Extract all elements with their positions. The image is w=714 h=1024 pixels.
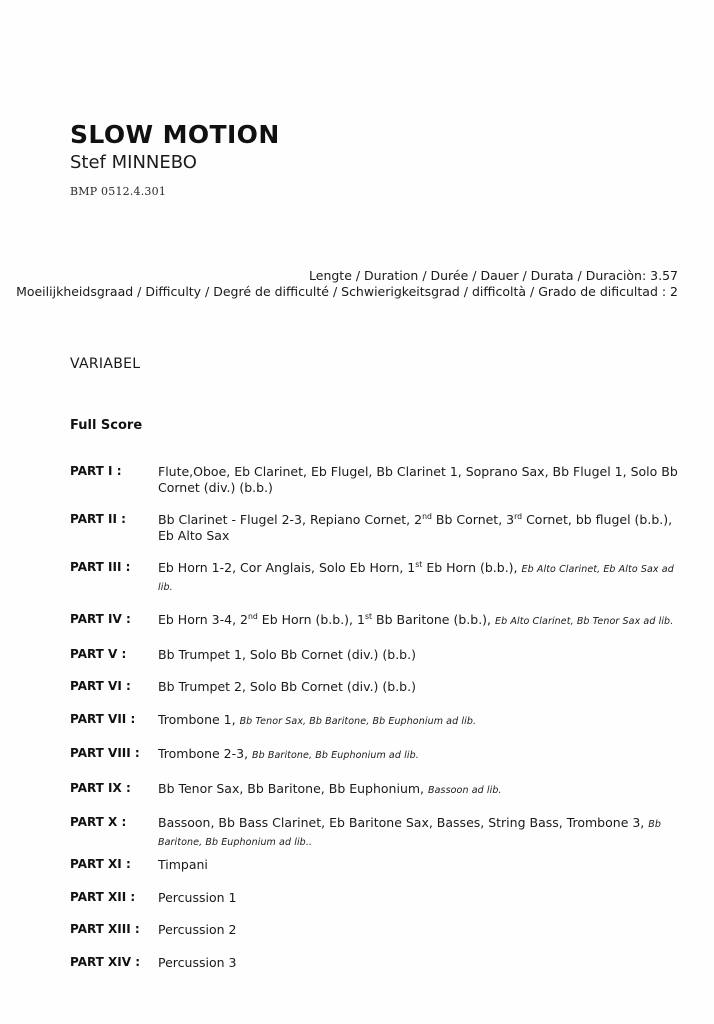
part-row <box>70 955 682 971</box>
part-instrumentation: Trombone 2-3, Bb Baritone, Bb Euphonium ad lib. <box>158 746 419 761</box>
difficulty-line: Moeilijkheidsgraad / Difficulty / Degré de difficulté / Schwierigkeitsgrad / difficoltà / Grado de dificultad : 2 <box>16 284 678 299</box>
part-row <box>70 512 682 543</box>
parts-list <box>70 464 682 987</box>
part-row <box>70 781 682 799</box>
part-instrumentation: Flute,Oboe, Eb Clarinet, Eb Flugel, Bb Clarinet 1, Soprano Sax, Bb Flugel 1, Solo Bb Cornet (div.) (b.b.) <box>158 464 678 495</box>
part-instrumentation: Bb Tenor Sax, Bb Baritone, Bb Euphonium, Bassoon ad lib. <box>158 780 502 796</box>
part-label: PART II : <box>70 512 126 526</box>
part-instrumentation: Trombone 1, Bb Tenor Sax, Bb Baritone, Bb Euphonium ad lib. <box>158 711 477 727</box>
part-instrumentation: Percussion 1 <box>158 889 237 905</box>
composer-name: Stef MINNEBO <box>70 152 197 173</box>
part-row <box>70 612 682 630</box>
part-label: PART VII : <box>70 711 136 726</box>
score-heading: Full Score <box>70 418 143 433</box>
part-label: PART X : <box>70 815 127 829</box>
part-instrumentation: Eb Horn 3-4, 2nd Eb Horn (b.b.), 1st Bb Baritone (b.b.), Eb Alto Clarinet, Bb Tenor Sax ad lib. <box>158 611 674 627</box>
part-label: PART XIII : <box>70 922 140 936</box>
part-label: PART XII : <box>70 889 136 904</box>
part-instrumentation: Timpani <box>158 857 208 872</box>
part-row <box>70 922 682 938</box>
part-row <box>70 464 682 495</box>
part-label: PART XIV : <box>70 954 141 969</box>
part-label: PART V : <box>70 646 127 661</box>
part-instrumentation: Bb Trumpet 2, Solo Bb Cornet (div.) (b.b.) <box>158 679 416 694</box>
page-title: SLOW MOTION <box>70 120 280 149</box>
part-label: PART XI : <box>70 857 131 871</box>
part-instrumentation: Bb Trumpet 1, Solo Bb Cornet (div.) (b.b.) <box>158 646 416 662</box>
part-row <box>70 746 682 764</box>
catalog-code: BMP 0512.4.301 <box>70 185 167 198</box>
part-instrumentation: Bassoon, Bb Bass Clarinet, Eb Baritone Sax, Basses, String Bass, Trombone 3, Bb Baritone, Bb Euphonium ad lib.. <box>158 815 662 848</box>
part-label: PART VI : <box>70 679 131 693</box>
part-row <box>70 679 682 695</box>
part-instrumentation: Percussion 2 <box>158 922 237 937</box>
instrumentation-type-label: VARIABEL <box>70 356 141 372</box>
duration-line: Lengte / Duration / Durée / Dauer / Durata / Duraciòn: 3.57 <box>309 268 678 283</box>
part-row <box>70 857 682 873</box>
part-row <box>70 647 682 663</box>
part-row <box>70 890 682 906</box>
part-label: PART VIII : <box>70 746 140 760</box>
part-label: PART IV : <box>70 612 131 626</box>
part-label: PART I : <box>70 464 122 478</box>
part-label: PART IX : <box>70 780 131 795</box>
part-row <box>70 815 682 850</box>
part-instrumentation: Percussion 3 <box>158 954 237 970</box>
part-row <box>70 712 682 730</box>
part-instrumentation: Bb Clarinet - Flugel 2-3, Repiano Cornet, 2nd Bb Cornet, 3rd Cornet, bb flugel (b.b.), Eb Alto Sax <box>158 511 673 543</box>
part-label: PART III : <box>70 560 131 574</box>
part-instrumentation: Eb Horn 1-2, Cor Anglais, Solo Eb Horn, 1st Eb Horn (b.b.), Eb Alto Clarinet, Eb Alto Sax ad lib. <box>158 559 674 593</box>
part-row <box>70 560 682 595</box>
